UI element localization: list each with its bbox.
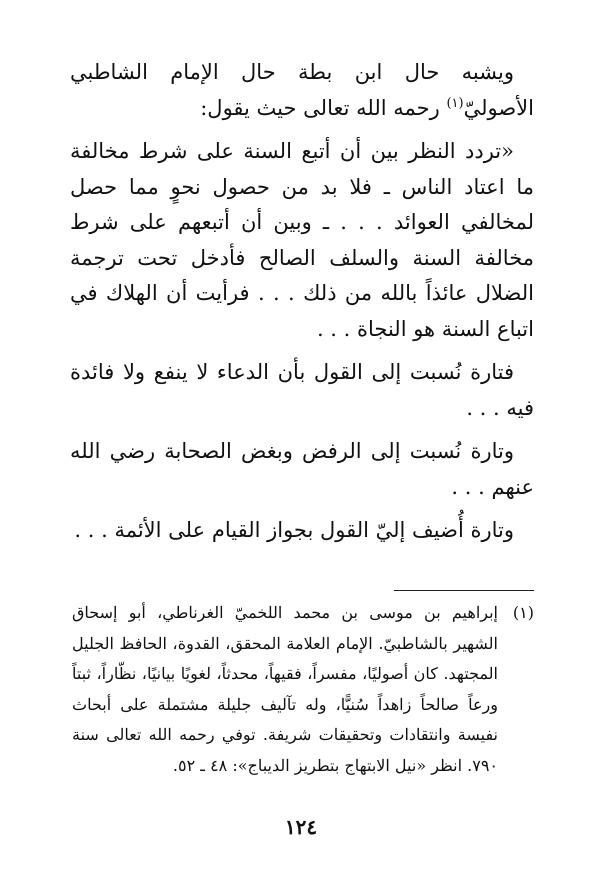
main-text <box>70 55 534 557</box>
quote-paragraph-dua: فتارة نُسبت إلى القول بأن الدعاء لا ينفع ولا فائدة فيه . . . <box>70 360 534 420</box>
quote-paragraph-aimma: وتارة أُضيف إليّ القول بجواز القيام على الأئمة . . . <box>74 518 514 542</box>
quote-paragraph: «تردد النظر بين أن أتبع السنة على شرط مخالفة ما اعتاد الناس ـ فلا بد من حصول نحوٍ مما حصل لمخالفي العوائد . . . ـ وبين أن أتبعهم على شرط مخالفة السنة والسلف الصالح فأدخل تحت ترجمة الضلال عائذاً بالله من ذلك . . . فرأيت أن الهلاك في اتباع السنة هو النجاة . . . <box>70 139 534 341</box>
footnote-item <box>72 598 534 781</box>
page-number: ١٢٤ <box>284 815 318 839</box>
footnote-marker: (١) <box>512 603 534 622</box>
footnote-separator <box>394 590 534 591</box>
intro-tail: رحمه الله تعالى حيث يقول: <box>200 95 447 120</box>
footnote-text: إبراهيم بن موسى بن محمد اللخميّ الغرناطي، أبو إسحاق الشهير بالشاطبيّ. الإمام العلامة المحقق، القدوة، الحافظ الجليل المجتهد. كان أصوليًا، مفسراً، فقيهاً، محدثاً، لغويًا بيانيًا، نظّاراً، ثبتاً ورعاً صالحاً زاهداً سُنيًّا، وله تآليف جليلة مشتملة على أبحاث نفيسة وانتقادات وتحقيقات شريفة. توفي رحمه الله تعالى سنة ٧٩٠. انظر «نيل الابتهاج بتطريز الديباج»: ٤٨ ـ ٥٢. <box>72 603 498 775</box>
intro-paragraph <box>70 55 534 126</box>
quote-paragraph-rafd: وتارة نُسبت إلى الرفض وبغض الصحابة رضي الله عنهم . . . <box>70 439 534 499</box>
intro-text: ويشبه حال ابن بطة حال الإمام الشاطبي الأصوليّ <box>70 60 534 120</box>
footnotes <box>72 598 534 781</box>
footnote-reference: (١) <box>446 95 464 111</box>
